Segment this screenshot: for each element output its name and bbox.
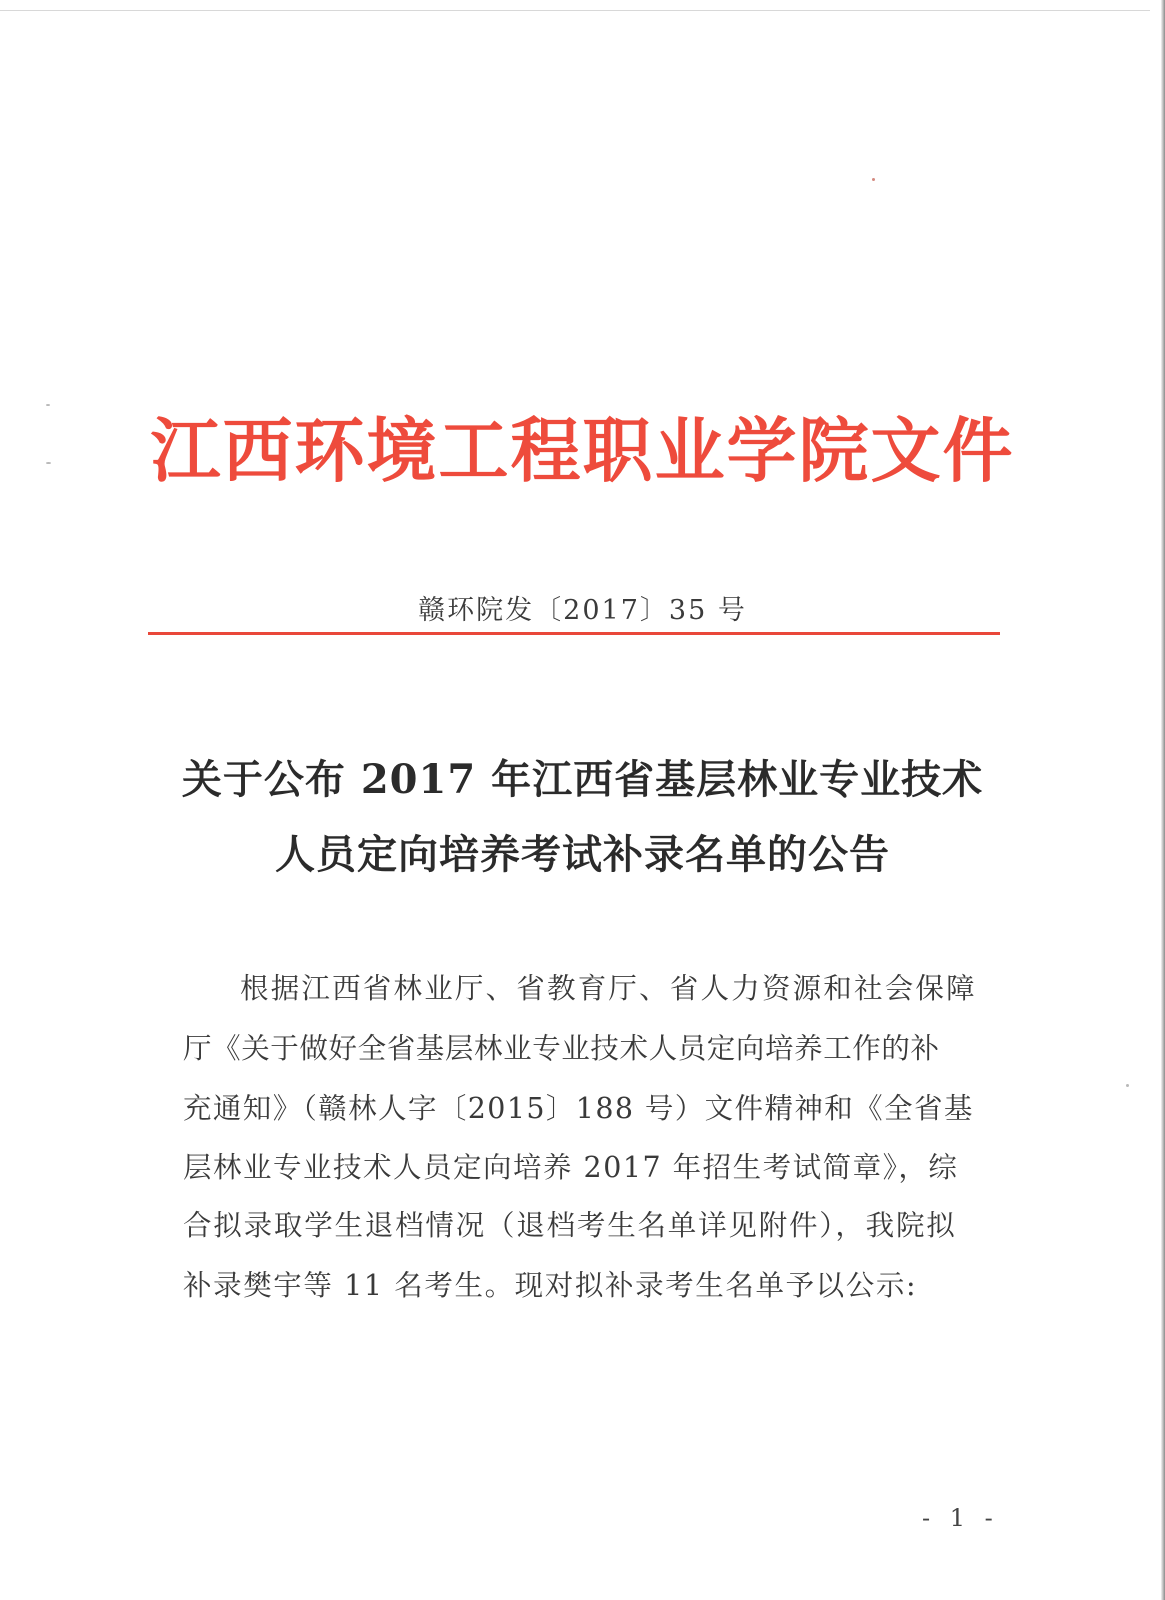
page-number: - 1 -	[922, 1504, 999, 1532]
scan-border-top	[0, 10, 1150, 11]
announcement-title-line-1: 关于公布 2017 年江西省基层林业专业技术	[181, 756, 984, 803]
body-line-1: 根据江西省林业厅、省教育厅、省人力资源和社会保障	[240, 972, 977, 1005]
body-line-3: 充通知》（赣林人字〔2015〕188 号）文件精神和《全省基	[183, 1092, 974, 1125]
scan-speck	[1126, 1084, 1129, 1087]
body-line-5: 合拟录取学生退档情况（退档考生名单详见附件），我院拟	[183, 1209, 957, 1242]
body-line-4: 层林业专业技术人员定向培养 2017 年招生考试简章》，综	[183, 1151, 959, 1184]
red-divider-line	[148, 632, 1000, 635]
document-number: 赣环院发〔2017〕35 号	[418, 595, 747, 626]
body-line-6: 补录樊宇等 11 名考生。现对拟补录考生名单予以公示:	[183, 1269, 918, 1302]
issuer-header: 江西环境工程职业学院文件	[150, 410, 1015, 492]
scan-speck	[46, 404, 50, 406]
announcement-title-line-2: 人员定向培养考试补录名单的公告	[275, 831, 890, 878]
scan-speck	[872, 178, 875, 181]
body-line-2: 厅《关于做好全省基层林业专业技术人员定向培养工作的补	[183, 1032, 940, 1065]
